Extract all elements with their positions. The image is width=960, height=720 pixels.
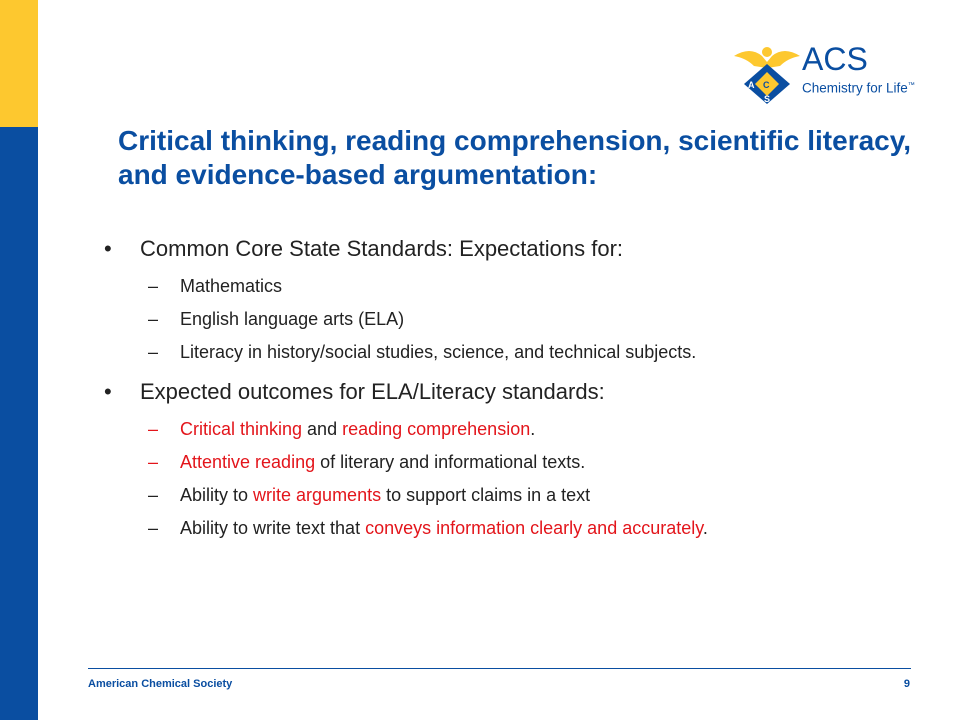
slide-title: Critical thinking, reading comprehension, scientific literacy, and evidence-based argumentation: xyxy=(118,125,912,190)
bullet-item xyxy=(100,234,930,264)
badge-letter-a: A xyxy=(748,80,755,90)
sub-bullet-text: Critical thinking and reading comprehension. xyxy=(180,419,536,439)
sub-bullet-marker: – xyxy=(148,452,159,472)
sub-bullet-item xyxy=(148,341,930,363)
sub-bullet-item xyxy=(148,308,930,330)
left-accent-bar-gold xyxy=(0,0,38,127)
logo-tagline-text: Chemistry for Life xyxy=(802,80,908,96)
bullet-text: Expected outcomes for ELA/Literacy standards: xyxy=(140,379,605,404)
logo-wordmark xyxy=(802,42,915,97)
sub-bullet-text: Mathematics xyxy=(180,276,283,296)
badge-letter-s: S xyxy=(764,94,771,104)
sub-bullet-item xyxy=(148,418,930,440)
sub-bullet-marker: – xyxy=(148,276,159,296)
slide-body xyxy=(100,234,930,539)
bullet-text: Common Core State Standards: Expectations for: xyxy=(140,236,624,261)
highlight-text: Attentive reading xyxy=(180,452,316,472)
logo-main-text: ACS xyxy=(802,41,868,77)
badge-letter-c: C xyxy=(763,80,770,90)
acs-logo xyxy=(732,42,932,106)
bullet-marker: • xyxy=(104,379,112,404)
sub-bullet-marker: – xyxy=(148,485,159,505)
sub-bullet-text: Attentive reading of literary and informational texts. xyxy=(180,452,586,472)
highlight-text: write arguments xyxy=(253,485,382,505)
sub-bullet-item xyxy=(148,451,930,473)
sub-bullet-item xyxy=(148,484,930,506)
footer-organization: American Chemical Society xyxy=(88,678,233,690)
sub-bullet-marker: – xyxy=(148,342,159,362)
highlight-text: reading comprehension xyxy=(342,419,531,439)
sub-bullet-text: Ability to write text that conveys information clearly and accurately. xyxy=(180,518,708,538)
sub-bullet-text: Ability to write arguments to support claims in a text xyxy=(180,485,591,505)
bullet-marker: • xyxy=(104,236,112,261)
sub-bullet-text: English language arts (ELA) xyxy=(180,309,405,329)
sub-bullet-marker: – xyxy=(148,419,159,439)
eagle-badge-icon xyxy=(732,42,802,106)
sub-bullet-text: Literacy in history/social studies, science, and technical subjects. xyxy=(180,342,697,362)
highlight-text: conveys information clearly and accurately xyxy=(365,518,703,538)
footer-divider xyxy=(88,668,911,669)
logo-tagline xyxy=(802,78,915,97)
sub-bullet-item xyxy=(148,517,930,539)
bullet-item xyxy=(100,377,930,407)
page-number: 9 xyxy=(903,678,910,690)
sub-bullet-item xyxy=(148,275,930,297)
highlight-text: Critical thinking xyxy=(180,419,303,439)
left-accent-bar-blue xyxy=(0,127,38,720)
sub-bullet-marker: – xyxy=(148,309,159,329)
logo-trademark: ™ xyxy=(907,82,915,89)
sub-bullet-marker: – xyxy=(148,518,159,538)
